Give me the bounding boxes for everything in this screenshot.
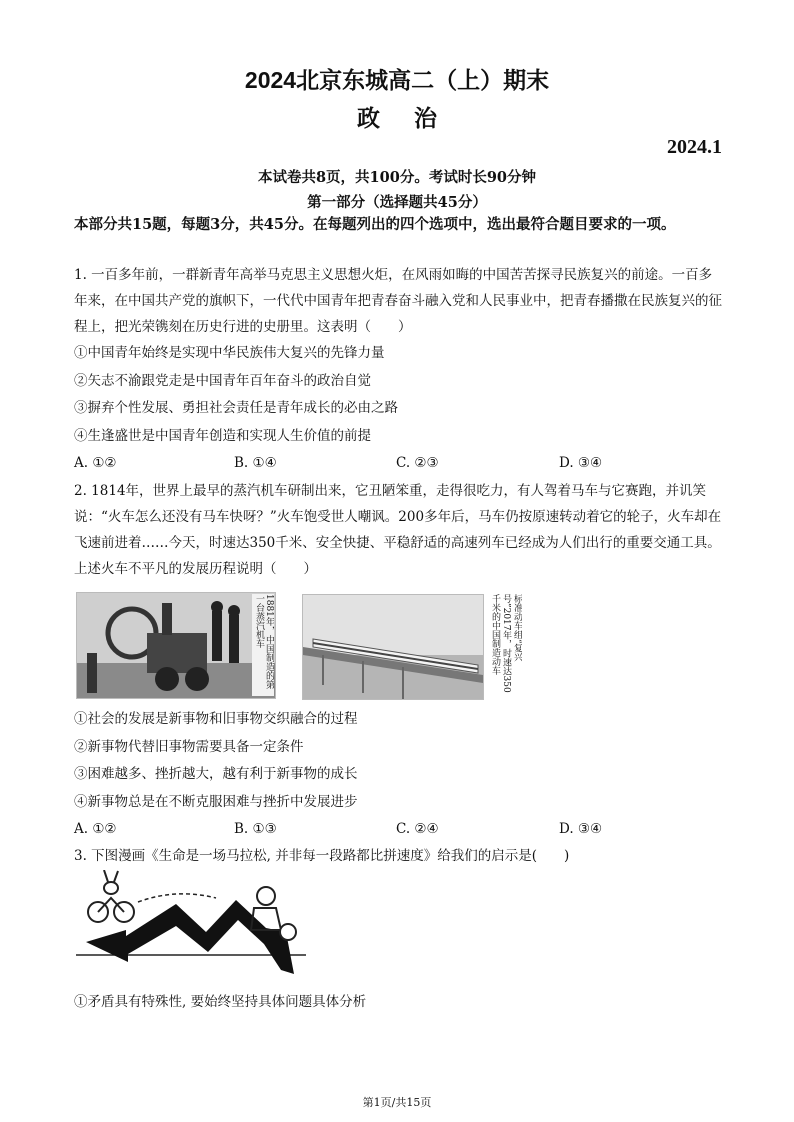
exam-title: 2024北京东城高二（上）期末	[244, 67, 550, 93]
q2-item: ④新事物总是在不断克服困难与挫折中发展进步	[74, 794, 358, 810]
q2-item: ③困难越多、挫折越大，越有利于新事物的成长	[74, 766, 358, 782]
q2-item: ②新事物代替旧事物需要具备一定条件	[74, 739, 304, 755]
q2-stem: 2. 1814年，世界上最早的蒸汽机车研制出来，它丑陋笨重，走得很吃力，有人驾着马车与它赛跑，并讥笑说：“火车怎么还没有马车快呀？”火车饱受世人嘲讽。200多年后，马车仍按原速转动着它的轮子，火车却在飞速前进着……今天，时速达350千米、安全快捷、平稳舒适的高速列车已经成为人们出行的重要交通工具。上述火车不平凡的发展历程说明（ ）	[74, 483, 722, 577]
exam-date: 2024.1	[667, 136, 722, 158]
marathon-cartoon	[76, 870, 306, 978]
exam-info: 本试卷共8页，共100分。考试时长90分钟	[257, 169, 537, 186]
q1-option-a: A. ①②	[74, 455, 117, 471]
steam-locomotive-caption: 1881年，中国制造的第一台蒸汽机车	[252, 594, 274, 696]
q3-item: ①矛盾具有特殊性, 要始终坚持具体问题具体分析	[74, 994, 367, 1010]
q1-stem: 1. 一百多年前，一群新青年高举马克思主义思想火炬，在风雨如晦的中国苦苦探寻民族复兴的前途。一百多年来，在中国共产党的旗帜下，一代代中国青年把青春奋斗融入党和人民事业中，把青春播撒在民族复兴的征程上，把光荣镌刻在历史行进的史册里。这表明（ ）	[74, 267, 722, 335]
instructions: 本部分共15题，每题3分，共45分。在每题列出的四个选项中，选出最符合题目要求的一项。	[74, 216, 676, 233]
q2-option-a: A. ①②	[74, 821, 117, 837]
steam-locomotive-photo	[76, 592, 276, 699]
q2-option-b: B. ①③	[234, 821, 277, 837]
q1-item: ②矢志不渝跟党走是中国青年百年奋斗的政治自觉	[74, 373, 371, 389]
q1-option-c: C. ②③	[396, 455, 439, 471]
high-speed-train-caption: 标准动车组“复兴号”2017年，时速达350千米的中国制造动车	[490, 594, 522, 693]
page-footer: 第1页/共15页	[362, 1096, 432, 1109]
q1-item: ④生逢盛世是中国青年创造和实现人生价值的前提	[74, 428, 371, 444]
q3-stem: 3. 下图漫画《生命是一场马拉松, 并非每一段路都比拼速度》给我们的启示是( )	[74, 848, 570, 864]
part-title: 第一部分（选择题共45分）	[307, 194, 487, 211]
subject-title: 政治	[357, 105, 471, 131]
q1-option-d: D. ③④	[559, 455, 603, 471]
q1-option-b: B. ①④	[234, 455, 277, 471]
q1-item: ③摒弃个性发展、勇担社会责任是青年成长的必由之路	[74, 400, 398, 416]
q2-option-c: C. ②④	[396, 821, 439, 837]
q1-item: ①中国青年始终是实现中华民族伟大复兴的先锋力量	[74, 345, 385, 361]
q2-option-d: D. ③④	[559, 821, 603, 837]
high-speed-train-photo	[302, 594, 484, 700]
q2-item: ①社会的发展是新事物和旧事物交织融合的过程	[74, 711, 358, 727]
